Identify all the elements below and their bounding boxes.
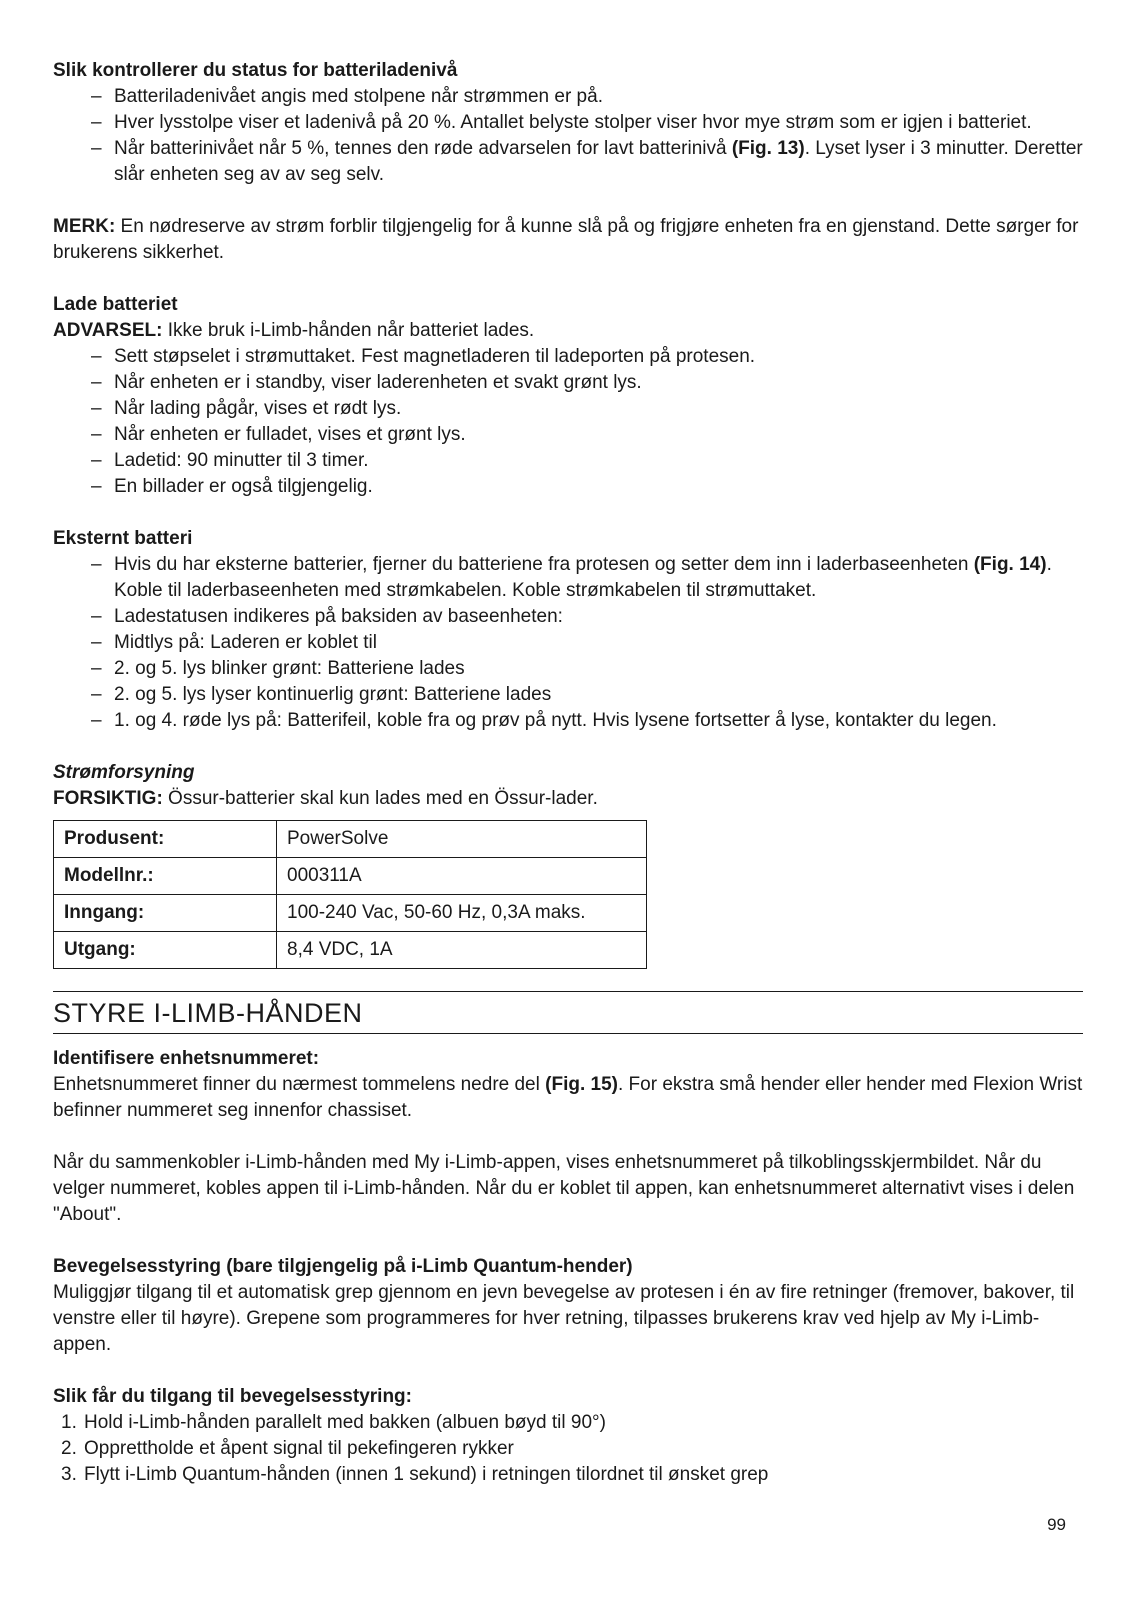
step-text: Hold i-Limb-hånden parallelt med bakken (albuen bøyd til 90°) (84, 1412, 606, 1433)
step-number: 3. (61, 1464, 77, 1485)
table-key: Modellnr.: (54, 858, 277, 895)
table-row (54, 932, 647, 969)
pairing-paragraph: Når du sammenkobler i-Limb-hånden med My i-Limb-appen, vises enhetsnummeret på tilkoblingsskjermbildet. Når du velger nummeret, kobles appen til i-Limb-hånden. Når du er koblet til appen, kan enhetsnummeret alternativt vises i delen "About". (53, 1152, 1075, 1225)
paragraph-text: Enhetsnummeret finner du nærmest tommelens nedre del (53, 1074, 546, 1095)
power-supply-table (53, 820, 647, 969)
step-number: 1. (61, 1412, 77, 1433)
table-value: 8,4 VDC, 1A (277, 932, 647, 969)
list-item: – 2. og 5. lys lyser kontinuerlig grønt: Batteriene lades (91, 682, 1083, 708)
table-row (54, 895, 647, 932)
step-number: 2. (61, 1438, 77, 1459)
list-item (91, 136, 1083, 188)
list-item: – Ladetid: 90 minutter til 3 timer. (91, 448, 1083, 474)
list-item-text: Hvis du har eksterne batterier, fjerner du batteriene fra protesen og setter dem inn i laderbaseenheten (114, 554, 974, 575)
figure-reference: (Fig. 15) (545, 1074, 618, 1095)
external-battery-list (53, 552, 1083, 734)
note-text: En nødreserve av strøm forblir tilgjengelig for å kunne slå på og frigjøre enheten fra en gjenstand. Dette sørger for brukerens sikkerhet. (53, 216, 1079, 263)
list-item: – Når enheten er i standby, viser laderenheten et svakt grønt lys. (91, 370, 1083, 396)
battery-status-list (53, 84, 1083, 188)
section-title: STYRE I-LIMB-HÅNDEN (53, 991, 1083, 1034)
page-content (53, 58, 1083, 1488)
note-label: MERK: (53, 216, 116, 237)
table-key: Produsent: (54, 821, 277, 858)
list-item: – Ladestatusen indikeres på baksiden av baseenheten: (91, 604, 1083, 630)
table-value: PowerSolve (277, 821, 647, 858)
identify-heading: Identifisere enhetsnummeret: (53, 1048, 320, 1069)
list-item: – 1. og 4. røde lys på: Batterifeil, koble fra og prøv på nytt. Hvis lysene fortsetter å lyse, kontakter du legen. (91, 708, 1083, 734)
power-supply-heading: Strømforsyning (53, 762, 195, 783)
gesture-heading: Bevegelsesstyring (bare tilgjengelig på i-Limb Quantum-hender) (53, 1256, 633, 1277)
figure-reference: (Fig. 13) (731, 138, 805, 159)
caution-label: FORSIKTIG: (53, 788, 163, 809)
warning-text: Ikke bruk i-Limb-hånden når batteriet lades. (162, 320, 535, 341)
access-steps-list (53, 1410, 1083, 1488)
table-key: Inngang: (54, 895, 277, 932)
gesture-paragraph: Muliggjør tilgang til et automatisk grep gjennom en jevn bevegelse av protesen i én av fire retninger (fremover, bakover, til venstre eller til høyre). Grepene som programmeres for hver retning, tilpasses brukerens krav ved hjelp av My i-Limb-appen. (53, 1282, 1075, 1355)
warning-paragraph (53, 318, 1083, 344)
caution-text: Össur-batterier skal kun lades med en Össur-lader. (162, 788, 598, 809)
list-item (61, 1410, 1083, 1436)
list-item (61, 1436, 1083, 1462)
list-item-text: . Koble til laderbaseenheten med strømkabelen. Koble strømkabelen til strømuttaket. (114, 554, 1052, 601)
warning-label: ADVARSEL: (53, 320, 163, 341)
step-text: Flytt i-Limb Quantum-hånden (innen 1 sekund) i retningen tilordnet til ønsket grep (84, 1464, 769, 1485)
step-text: Opprettholde et åpent signal til pekefingeren rykker (84, 1438, 514, 1459)
figure-reference: (Fig. 14) (973, 554, 1047, 575)
table-value: 100-240 Vac, 50-60 Hz, 0,3A maks. (277, 895, 647, 932)
note-paragraph (53, 214, 1083, 266)
list-item-text: . Lyset lyser i 3 minutter. Deretter slår enheten seg av av seg selv. (114, 138, 1083, 185)
paragraph-text: . For ekstra små hender eller hender med Flexion Wrist befinner nummeret seg innenfor chassiset. (53, 1074, 1083, 1121)
list-item: – En billader er også tilgjengelig. (91, 474, 1083, 500)
list-item: – Når lading pågår, vises et rødt lys. (91, 396, 1083, 422)
list-item: – Batteriladenivået angis med stolpene når strømmen er på. (91, 84, 1083, 110)
caution-paragraph (53, 786, 1083, 812)
table-value: 000311A (277, 858, 647, 895)
list-item: – Sett støpselet i strømuttaket. Fest magnetladeren til ladeporten på protesen. (91, 344, 1083, 370)
list-item-text: Når batterinivået når 5 %, tennes den røde advarselen for lavt batterinivå (114, 138, 732, 159)
page-number: 99 (1047, 1515, 1066, 1534)
external-battery-heading: Eksternt batteri (53, 528, 193, 549)
list-item (61, 1462, 1083, 1488)
identify-paragraph (53, 1072, 1083, 1124)
battery-status-heading: Slik kontrollerer du status for batteriladenivå (53, 60, 458, 81)
list-item: – Midtlys på: Laderen er koblet til (91, 630, 1083, 656)
access-heading: Slik får du tilgang til bevegelsesstyring: (53, 1386, 412, 1407)
list-item: – 2. og 5. lys blinker grønt: Batteriene lades (91, 656, 1083, 682)
table-row (54, 858, 647, 895)
list-item: – Hver lysstolpe viser et ladenivå på 20 %. Antallet belyste stolper viser hvor mye strøm som er igjen i batteriet. (91, 110, 1083, 136)
list-item (91, 552, 1083, 604)
table-row (54, 821, 647, 858)
charging-list (53, 344, 1083, 500)
list-item: – Når enheten er fulladet, vises et grønt lys. (91, 422, 1083, 448)
table-key: Utgang: (54, 932, 277, 969)
charging-heading: Lade batteriet (53, 294, 178, 315)
